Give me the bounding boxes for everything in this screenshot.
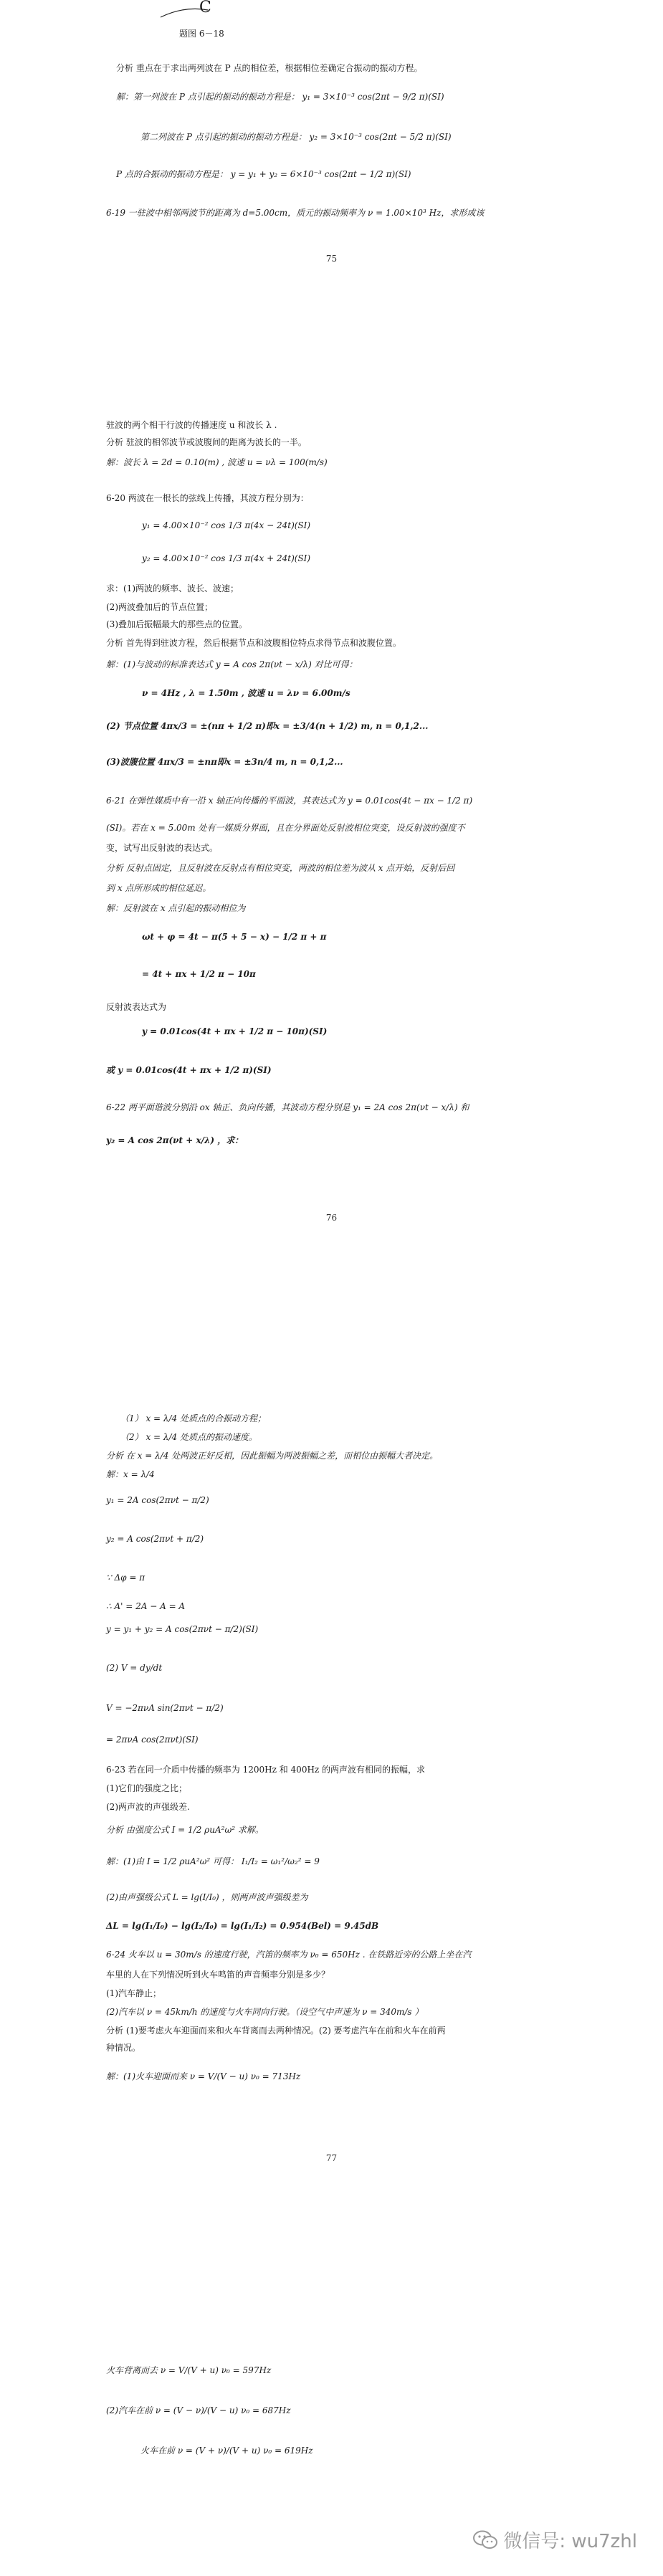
analysis-text: 种情况。 <box>106 2043 141 2053</box>
equation: (3)波腹位置 4πx/3 = ±nπ即x = ±3n/4 m, n = 0,1,2... <box>106 757 343 767</box>
solution-line: P 点的合振动的振动方程是： y = y₁ + y₂ = 6×10⁻³ cos(2πt − 1/2 π)(SI) <box>116 169 411 179</box>
solution-line: 解：波长 λ = 2d = 0.10(m) , 波速 u = νλ = 100(m/s) <box>106 457 328 467</box>
problem-text: 车里的人在下列情况听到火车鸣笛的声音频率分别是多少？ <box>106 1970 330 1980</box>
equation: ωt + φ = 4t − π(5 + 5 − x) − 1/2 π + π <box>142 932 327 942</box>
equation: (2) V = dy/dt <box>106 1663 163 1673</box>
problem-text: (3)叠加后振幅最大的那些点的位置。 <box>106 619 247 629</box>
solution-line: 火车在前 ν = (V + ν)/(V + u) ν₀ = 619Hz <box>140 2446 313 2456</box>
problem-text: (2)两声波的声强级差. <box>106 1802 190 1812</box>
problem-text: (2)两波叠加后的节点位置； <box>106 602 213 612</box>
problem-text: 变，试写出反射波的表达式。 <box>106 843 219 853</box>
problem-text: （1） x = λ/4 处质点的合振动方程； <box>120 1413 266 1423</box>
analysis-text: 分析 重点在于求出两列波在 P 点的相位差，根据相位差确定合振动的振动方程。 <box>116 63 423 73</box>
page-number: 77 <box>325 2153 338 2163</box>
analysis-text: 分析 驻波的相邻波节或波腹间的距离为波长的一半。 <box>106 437 307 447</box>
equation: V = −2πνA sin(2πνt − π/2) <box>106 1703 224 1713</box>
problem-text: 6-24 火车以 u = 30m/s 的速度行驶，汽笛的频率为 ν₀ = 650Hz . 在铁路近旁的公路上坐在汽 <box>106 1950 472 1960</box>
equation: y₁ = 2A cos(2πνt − π/2) <box>106 1495 209 1505</box>
equation: = 4t + πx + 1/2 π − 10π <box>142 969 256 979</box>
problem-text: 6-21 在弹性媒质中有一沿 x 轴正向传播的平面波，其表达式为 y = 0.01cos(4t − πx − 1/2 π) <box>106 796 473 806</box>
equation: y = y₁ + y₂ = A cos(2πνt − π/2)(SI) <box>106 1624 259 1634</box>
solution-line: 解：(1)与波动的标准表达式 y = A cos 2π(νt − x/λ) 对比可得： <box>106 659 358 669</box>
analysis-text: 分析 反射点固定，且反射波在反射点有相位突变，两波的相位差为波从 x 点开始，反射后回 <box>106 863 455 873</box>
watermark <box>473 2527 637 2553</box>
solution-line: 解：(1)火车迎面而来 ν = V/(V − u) ν₀ = 713Hz <box>106 2071 301 2081</box>
solution-line: 第二列波在 P 点引起的振动的振动方程是： y₂ = 3×10⁻³ cos(2πt − 5/2 π)(SI) <box>140 132 452 142</box>
equation: y = 0.01cos(4t + πx + 1/2 π − 10π)(SI) <box>142 1026 328 1036</box>
page-number: 75 <box>325 254 338 264</box>
problem-text: (1)汽车静止； <box>106 1988 161 1998</box>
problem-text: 6-20 两波在一根长的弦线上传播，其波方程分别为： <box>106 493 309 503</box>
solution-line: 解：反射波在 x 点引起的振动相位为 <box>106 903 246 913</box>
equation: ∴ A' = 2A − A = A <box>106 1601 186 1611</box>
figure-letter: C <box>199 0 211 16</box>
equation: ∵ Δφ = π <box>106 1573 146 1583</box>
equation: ν = 4Hz , λ = 1.50m , 波速 u = λν = 6.00m/s <box>142 688 350 698</box>
problem-text: 求：(1)两波的频率、波长、波速； <box>106 583 239 593</box>
solution-line: 解：第一列波在 P 点引起的振动的振动方程是： y₁ = 3×10⁻³ cos(2πt − 9/2 π)(SI) <box>116 92 444 102</box>
analysis-text: 分析 在 x = λ/4 处两波正好反相，因此振幅为两波振幅之差，而相位由振幅大者决定。 <box>106 1451 439 1461</box>
solution-line: 解：x = λ/4 <box>106 1469 155 1479</box>
analysis-text: 分析 由强度公式 I = 1/2 ρuA²ω² 求解。 <box>106 1825 264 1835</box>
problem-text: 6-22 两平面谐波分别沿 ox 轴正、负向传播，其波动方程分别是 y₁ = 2A cos 2π(νt − x/λ) 和 <box>106 1102 469 1112</box>
problem-text: (1)它们的强度之比； <box>106 1783 187 1793</box>
equation: y₂ = A cos(2πνt + π/2) <box>106 1534 204 1544</box>
problem-text: (2)汽车以 ν = 45km/h 的速度与火车同向行驶。（设空气中声速为 ν = 340m/s ） <box>106 2007 424 2017</box>
solution-line: 反射波表达式为 <box>106 1002 167 1012</box>
equation: = 2πνA cos(2πνt)(SI) <box>106 1735 199 1745</box>
equation: ΔL = lg(I₁/I₀) − lg(I₂/I₀) = lg(I₁/I₂) = 0.954(Bel) = 9.45dB <box>106 1921 379 1931</box>
analysis-text: 分析 (1)要考虑火车迎面而来和火车背离而去两种情况。(2) 要考虑汽车在前和火车在前两 <box>106 2026 446 2036</box>
solution-line: (2)由声强级公式 L = lg(I/I₀) ，则两声波声强级差为 <box>106 1892 308 1902</box>
equation: y₂ = 4.00×10⁻² cos 1/3 π(4x + 24t)(SI) <box>142 553 311 563</box>
problem-text: (SI)。若在 x = 5.00m 处有一媒质分界面，且在分界面处反射波相位突变，设反射波的强度不 <box>106 823 465 833</box>
figure-caption: 题图 6－18 <box>179 29 224 39</box>
problem-text: 驻波的两个相干行波的传播速度 u 和波长 λ . <box>106 420 277 430</box>
analysis-text: 分析 首先得到驻波方程，然后根据节点和波腹相位特点求得节点和波腹位置。 <box>106 638 401 648</box>
solution-line: 解：(1)由 I = 1/2 ρuA²ω² 可得： I₁/I₂ = ω₁²/ω₂² = 9 <box>106 1856 320 1866</box>
problem-text: 6-19 一驻波中相邻两波节的距离为 d=5.00cm，质元的振动频率为 ν = 1.00×10³ Hz，求形成该 <box>106 208 485 218</box>
watermark-text: 微信号: wu7zhl <box>503 2531 637 2552</box>
equation: y₁ = 4.00×10⁻² cos 1/3 π(4x − 24t)(SI) <box>142 520 311 530</box>
page-number: 76 <box>325 1213 338 1223</box>
problem-text: （2） x = λ/4 处质点的振动速度。 <box>120 1432 257 1442</box>
equation: (2) 节点位置 4πx/3 = ±(nπ + 1/2 π)即x = ±3/4(n + 1/2) m, n = 0,1,2... <box>106 721 429 731</box>
solution-line: (2)汽车在前 ν = (V − ν)/(V − u) ν₀ = 687Hz <box>106 2405 291 2415</box>
solution-line: 火车背离而去 ν = V/(V + u) ν₀ = 597Hz <box>106 2365 272 2375</box>
wechat-icon <box>473 2530 497 2550</box>
problem-text: y₂ = A cos 2π(νt + x/λ) ，求： <box>106 1135 244 1145</box>
analysis-text: 到 x 点所形成的相位延迟。 <box>106 883 211 893</box>
problem-text: 6-23 若在同一介质中传播的频率为 1200Hz 和 400Hz 的两声波有相同的振幅，求 <box>106 1765 426 1775</box>
equation: 或 y = 0.01cos(4t + πx + 1/2 π)(SI) <box>106 1065 272 1075</box>
